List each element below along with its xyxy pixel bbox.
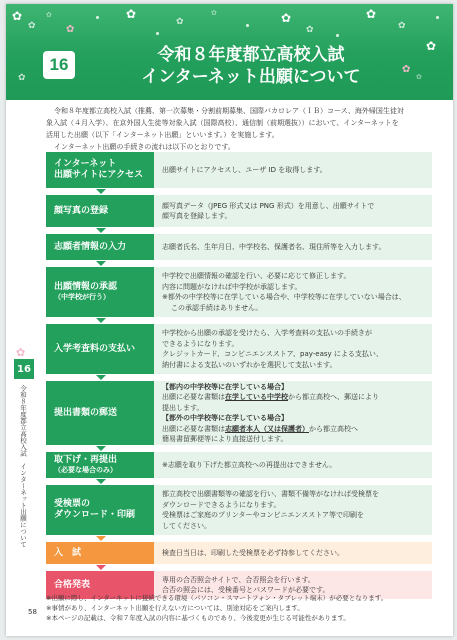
section-number-badge: 16 — [43, 51, 75, 79]
flower-icon: ✿ — [416, 73, 422, 81]
step-description — [154, 381, 432, 445]
step-description — [154, 485, 432, 535]
step-desc-line: 志願者氏名、生年月日、中学校名、保護者名、現住所等を入力します。 — [162, 242, 386, 251]
step-desc-line: 受検票はご家庭のプリンターやコンビニエンスストア等で印刷を — [162, 511, 365, 519]
flow-arrow-icon — [96, 565, 106, 570]
step-label-line: 出願情報の承認 — [54, 282, 118, 292]
flower-icon: ✿ — [176, 17, 184, 27]
step-desc-line: 提出します。 — [162, 403, 204, 412]
intro-line: 象入試（４月入学）、在京外国人生徒等対象入試（国際高校）、通信制（前期選抜））において、インターネットを — [46, 119, 399, 127]
footnote: ※出願に際し、インターネットに接続できる環境（パソコン・スマートフォン・タブレット端末）が必要となります。 — [46, 594, 388, 602]
step-desc-line: ※志願を取り下げた都立高校への再提出はできません。 — [162, 460, 337, 469]
step-label-line: 入学考査料の支払い — [54, 343, 136, 354]
step-description — [154, 542, 432, 564]
flower-icon: ✿ — [281, 11, 292, 25]
step-desc-line: 内容に問題がなければ中学校が承認します。 — [162, 282, 302, 291]
flow-arrow-icon — [96, 228, 106, 233]
step-desc-text: から都立高校へ、郵送により — [288, 393, 379, 401]
sparkle-icon — [246, 24, 249, 27]
page-number: 58 — [28, 608, 37, 616]
page-title-line: インターネット出願について — [141, 67, 361, 87]
step-label-line: 合格発表 — [54, 579, 91, 590]
flower-icon: ✿ — [16, 346, 26, 359]
flow-arrow-icon — [96, 375, 106, 380]
step-label-line: 出願サイトにアクセス — [54, 170, 144, 180]
flower-icon: ✿ — [402, 64, 411, 75]
step-desc-line: この承認手続はありません。 — [171, 303, 263, 312]
flower-icon: ✿ — [12, 9, 23, 23]
flower-icon: ✿ — [46, 11, 52, 19]
step-desc-line: ダウンロードできるようになります。 — [162, 500, 281, 509]
step-label — [46, 324, 154, 374]
step-document-mailing — [46, 381, 432, 445]
step-desc-line: 出願サイトにアクセスし、ユーザ ID を取得します。 — [162, 165, 327, 174]
step-desc-emphasis: 志願者本人（又は保護者） — [225, 424, 309, 433]
footnote: ※本ページの記載は、令和７年度入試の内容に基づくものであり、今後変更が生じる可能性があります。 — [46, 614, 350, 622]
side-section-title: 令和８年度都立高校入試 インターネット出願について — [19, 385, 27, 548]
flow-arrow-icon — [96, 536, 106, 541]
intro-text — [46, 105, 432, 153]
flower-icon: ✿ — [306, 25, 314, 35]
page-title-line: 令和８年度都立高校入試 — [157, 45, 345, 65]
side-section-tab: 16 — [14, 359, 34, 379]
flower-icon: ✿ — [426, 39, 437, 53]
step-description — [154, 195, 432, 227]
step-label-line: インターネット — [54, 159, 117, 169]
step-description — [154, 452, 432, 478]
step-desc-line: してください。 — [162, 521, 211, 530]
flow-arrow-icon — [96, 479, 106, 484]
step-label — [46, 195, 154, 227]
step-description — [154, 234, 432, 260]
step-desc-line: 中学校で出願情報の確認を行い、必要に応じて修正します。 — [162, 272, 351, 280]
step-desc-heading: 【都内の中学校等に在学している場合】 — [162, 382, 288, 391]
intro-line: 令和８年度都立高校入試（推薦、第一次募集・分割前期募集、国際バカロレア（ＩＢ）コース、海外帰国生徒対 — [54, 107, 404, 115]
flower-icon: ✿ — [18, 73, 26, 83]
flower-icon: ✿ — [398, 21, 406, 31]
step-label-line: 顔写真の登録 — [54, 205, 109, 216]
step-description — [154, 267, 432, 317]
step-desc-heading: 【都外の中学校等に在学している場合】 — [162, 414, 288, 422]
step-desc-line: 検査日当日は、印刷した受検票を必ず持参してください。 — [162, 548, 344, 557]
sparkle-icon — [96, 16, 99, 19]
step-label-line: 受検票の — [54, 499, 91, 509]
flower-icon: ✿ — [66, 24, 75, 35]
flow-arrow-icon — [96, 446, 106, 451]
page-title — [86, 44, 416, 88]
step-admission-ticket — [46, 485, 432, 535]
step-desc-text: 出願に必要な書類は — [162, 393, 225, 401]
intro-line: 活用した出願（以下「インターネット出願」といいます。）を実施します。 — [46, 131, 279, 139]
step-desc-line: クレジットカード、コンビニエンスストア、pay-easy による支払い、 — [162, 350, 383, 358]
step-label-sub: （必要な場合のみ） — [54, 466, 117, 474]
sparkle-icon — [436, 16, 439, 19]
step-label — [46, 542, 154, 564]
flow-arrow-icon — [96, 189, 106, 194]
step-label — [46, 381, 154, 445]
step-label — [46, 152, 154, 188]
step-desc-line: 顔写真を登録します。 — [162, 212, 232, 220]
intro-line: インターネット出願の手続きの流れは以下のとおりです。 — [54, 143, 235, 151]
step-desc-line: できるようになります。 — [162, 339, 239, 348]
step-desc-line: 中学校から出願の承認を受けたら、入学考査料の支払いの手続きが — [162, 329, 372, 337]
sparkle-icon — [336, 34, 339, 37]
step-label — [46, 485, 154, 535]
step-desc-line: 簡易書留郵便等により直接送付します。 — [162, 435, 288, 443]
flower-icon: ✿ — [28, 21, 36, 31]
footnote: ※事情があり、インターネット出願を行えない方については、別途対応をご案内します。 — [46, 604, 304, 612]
step-label-line: 入 試 — [54, 547, 82, 558]
step-desc-line: ※都外の中学校等に在学している場合や、中学校等に在学していない場合は、 — [162, 293, 406, 301]
step-label — [46, 234, 154, 260]
step-description — [154, 324, 432, 374]
step-desc-line: 顔写真データ（JPEG 形式又は PNG 形式）を用意し、出願サイトで — [162, 201, 375, 210]
page — [6, 4, 453, 636]
sparkle-icon — [156, 32, 159, 35]
step-description — [154, 152, 432, 188]
step-applicant-info — [46, 234, 432, 260]
step-label — [46, 267, 154, 317]
step-desc-line: 専用の合否照会サイトで、合否照会を行います。 — [162, 575, 315, 584]
flower-icon: ✿ — [366, 7, 377, 21]
step-label-line: 取下げ・再提出 — [54, 455, 118, 465]
flower-icon: ✿ — [126, 7, 137, 21]
footnotes — [46, 593, 436, 623]
step-label-line: ダウンロード・印刷 — [54, 510, 136, 520]
step-approval — [46, 267, 432, 317]
step-photo-registration — [46, 195, 432, 227]
step-label-line: 志願者情報の入力 — [54, 241, 127, 252]
step-label-sub: （中学校が行う） — [54, 293, 110, 301]
step-desc-emphasis: 在学している中学校 — [225, 393, 288, 401]
step-desc-line: 納付書による支払いのいずれかを選択して支払います。 — [162, 360, 337, 369]
step-withdraw-resubmit — [46, 452, 432, 478]
flower-icon: ✿ — [211, 9, 217, 17]
step-label — [46, 452, 154, 478]
step-desc-text: 出願に必要な書類は — [162, 424, 225, 433]
step-desc-text: から都立高校へ — [309, 424, 358, 433]
step-desc-line: 都立高校で出願書類等の確認を行い、書類不備等がなければ受検票を — [162, 490, 379, 498]
step-label-line: 提出書類の郵送 — [54, 407, 118, 418]
flow-arrow-icon — [96, 318, 106, 323]
flow-arrow-icon — [96, 261, 106, 266]
step-access-site — [46, 152, 432, 188]
step-desc-line: 合否の照会には、受検番号とパスワードが必要です。 — [162, 586, 330, 594]
step-exam — [46, 542, 432, 564]
step-fee-payment — [46, 324, 432, 374]
